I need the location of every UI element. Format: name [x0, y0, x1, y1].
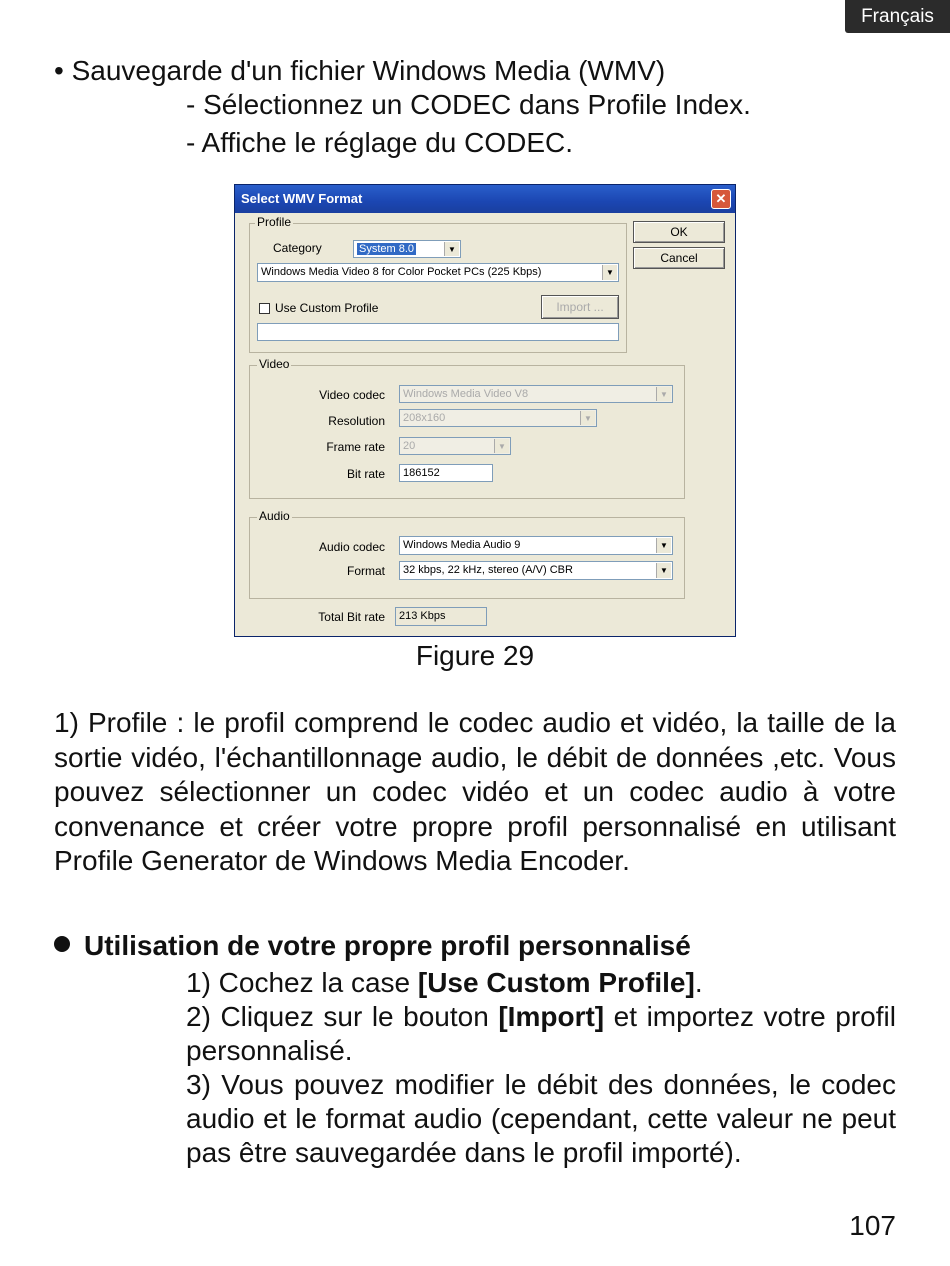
audio-format-select[interactable] — [399, 561, 673, 580]
resolution-label: Resolution — [328, 414, 385, 428]
bit-rate-label: Bit rate — [346, 467, 385, 481]
resolution-value: 208x160 — [403, 412, 446, 424]
audio-codec-value: Windows Media Audio 9 — [403, 539, 521, 551]
chevron-down-icon: ▼ — [444, 242, 459, 256]
ok-button[interactable]: OK — [633, 221, 725, 243]
cancel-button[interactable]: Cancel — [633, 247, 725, 269]
bit-rate-input[interactable]: 186152 — [399, 464, 493, 482]
step-2-text: 2) Cliquez sur le bouton — [186, 1001, 499, 1032]
audio-codec-label: Audio codec — [318, 540, 385, 554]
page-number: 107 — [849, 1210, 896, 1241]
step-3: 3) Vous pouvez modifier le débit des données, le codec audio et le format audio (cependant, cette valeur ne peut pas être sauvegardée dans le profil importé). — [186, 1069, 896, 1168]
intro-section — [54, 54, 751, 160]
bullet-icon — [54, 936, 70, 952]
dialog-titlebar — [235, 185, 735, 213]
chevron-down-icon: ▼ — [494, 439, 509, 453]
use-custom-profile-label: Use Custom Profile — [275, 301, 379, 315]
step-2-end: et importez votre profil personnalisé. — [186, 1001, 896, 1066]
section-heading — [54, 930, 691, 962]
audio-group — [249, 517, 685, 599]
profile-select[interactable] — [257, 263, 619, 282]
select-wmv-format-dialog — [234, 184, 736, 637]
use-custom-profile-checkbox[interactable] — [259, 303, 270, 314]
frame-rate-select[interactable] — [399, 437, 511, 455]
category-select[interactable] — [353, 240, 461, 258]
total-bit-rate-label: Total Bit rate — [318, 610, 385, 624]
custom-profile-path-field[interactable] — [257, 323, 619, 341]
video-codec-select[interactable] — [399, 385, 673, 403]
steps-list — [186, 966, 896, 1170]
frame-rate-label: Frame rate — [326, 440, 385, 454]
category-label: Category — [273, 241, 322, 255]
profile-paragraph: 1) Profile : le profil comprend le codec audio et vidéo, la taille de la sortie vidéo, l'échantillonnage audio, le débit de données ,etc. Vous pouvez sélectionner un codec vidéo et un codec audio à votre convenance et créer votre propre profil personnalisé en utilisant Profile Generator de Windows Media Encoder. — [54, 707, 896, 876]
chevron-down-icon: ▼ — [656, 563, 671, 578]
import-button[interactable]: Import ... — [541, 295, 619, 319]
intro-line-2: - Affiche le réglage du CODEC. — [186, 127, 574, 158]
profile-group-label: Profile — [257, 215, 292, 229]
chevron-down-icon: ▼ — [656, 387, 671, 401]
close-icon[interactable]: ✕ — [711, 189, 731, 209]
step-1-bold: [Use Custom Profile] — [417, 967, 695, 998]
format-label: Format — [346, 564, 385, 578]
resolution-select[interactable] — [399, 409, 597, 427]
intro-bullet: • Sauvegarde d'un fichier Windows Media (WMV) — [54, 55, 666, 86]
category-value: System 8.0 — [359, 243, 415, 255]
figure-caption: Figure 29 — [415, 640, 535, 671]
intro-line-1: - Sélectionnez un CODEC dans Profile Index. — [186, 89, 751, 120]
step-1-text: 1) Cochez la case — [186, 967, 418, 998]
chevron-down-icon: ▼ — [580, 411, 595, 425]
audio-format-value: 32 kbps, 22 kHz, stereo (A/V) CBR — [403, 564, 573, 576]
chevron-down-icon: ▼ — [602, 265, 617, 280]
section-heading-text: Utilisation de votre propre profil personnalisé — [84, 930, 691, 961]
video-codec-label: Video codec — [319, 388, 385, 402]
chevron-down-icon: ▼ — [656, 538, 671, 553]
video-codec-value: Windows Media Video V8 — [403, 388, 529, 400]
dialog-title: Select WMV Format — [241, 191, 363, 206]
profile-value: Windows Media Video 8 for Color Pocket PCs (225 Kbps) — [261, 266, 542, 278]
video-group-label: Video — [259, 357, 290, 371]
step-2-bold: [Import] — [498, 1001, 605, 1032]
audio-codec-select[interactable] — [399, 536, 673, 555]
step-1 — [186, 966, 896, 1000]
step-1-end: . — [694, 967, 703, 998]
audio-group-label: Audio — [259, 509, 290, 523]
frame-rate-value: 20 — [403, 440, 416, 452]
total-bit-rate-field: 213 Kbps — [395, 607, 487, 626]
language-tab: Français — [845, 0, 950, 33]
step-2 — [186, 1000, 896, 1068]
